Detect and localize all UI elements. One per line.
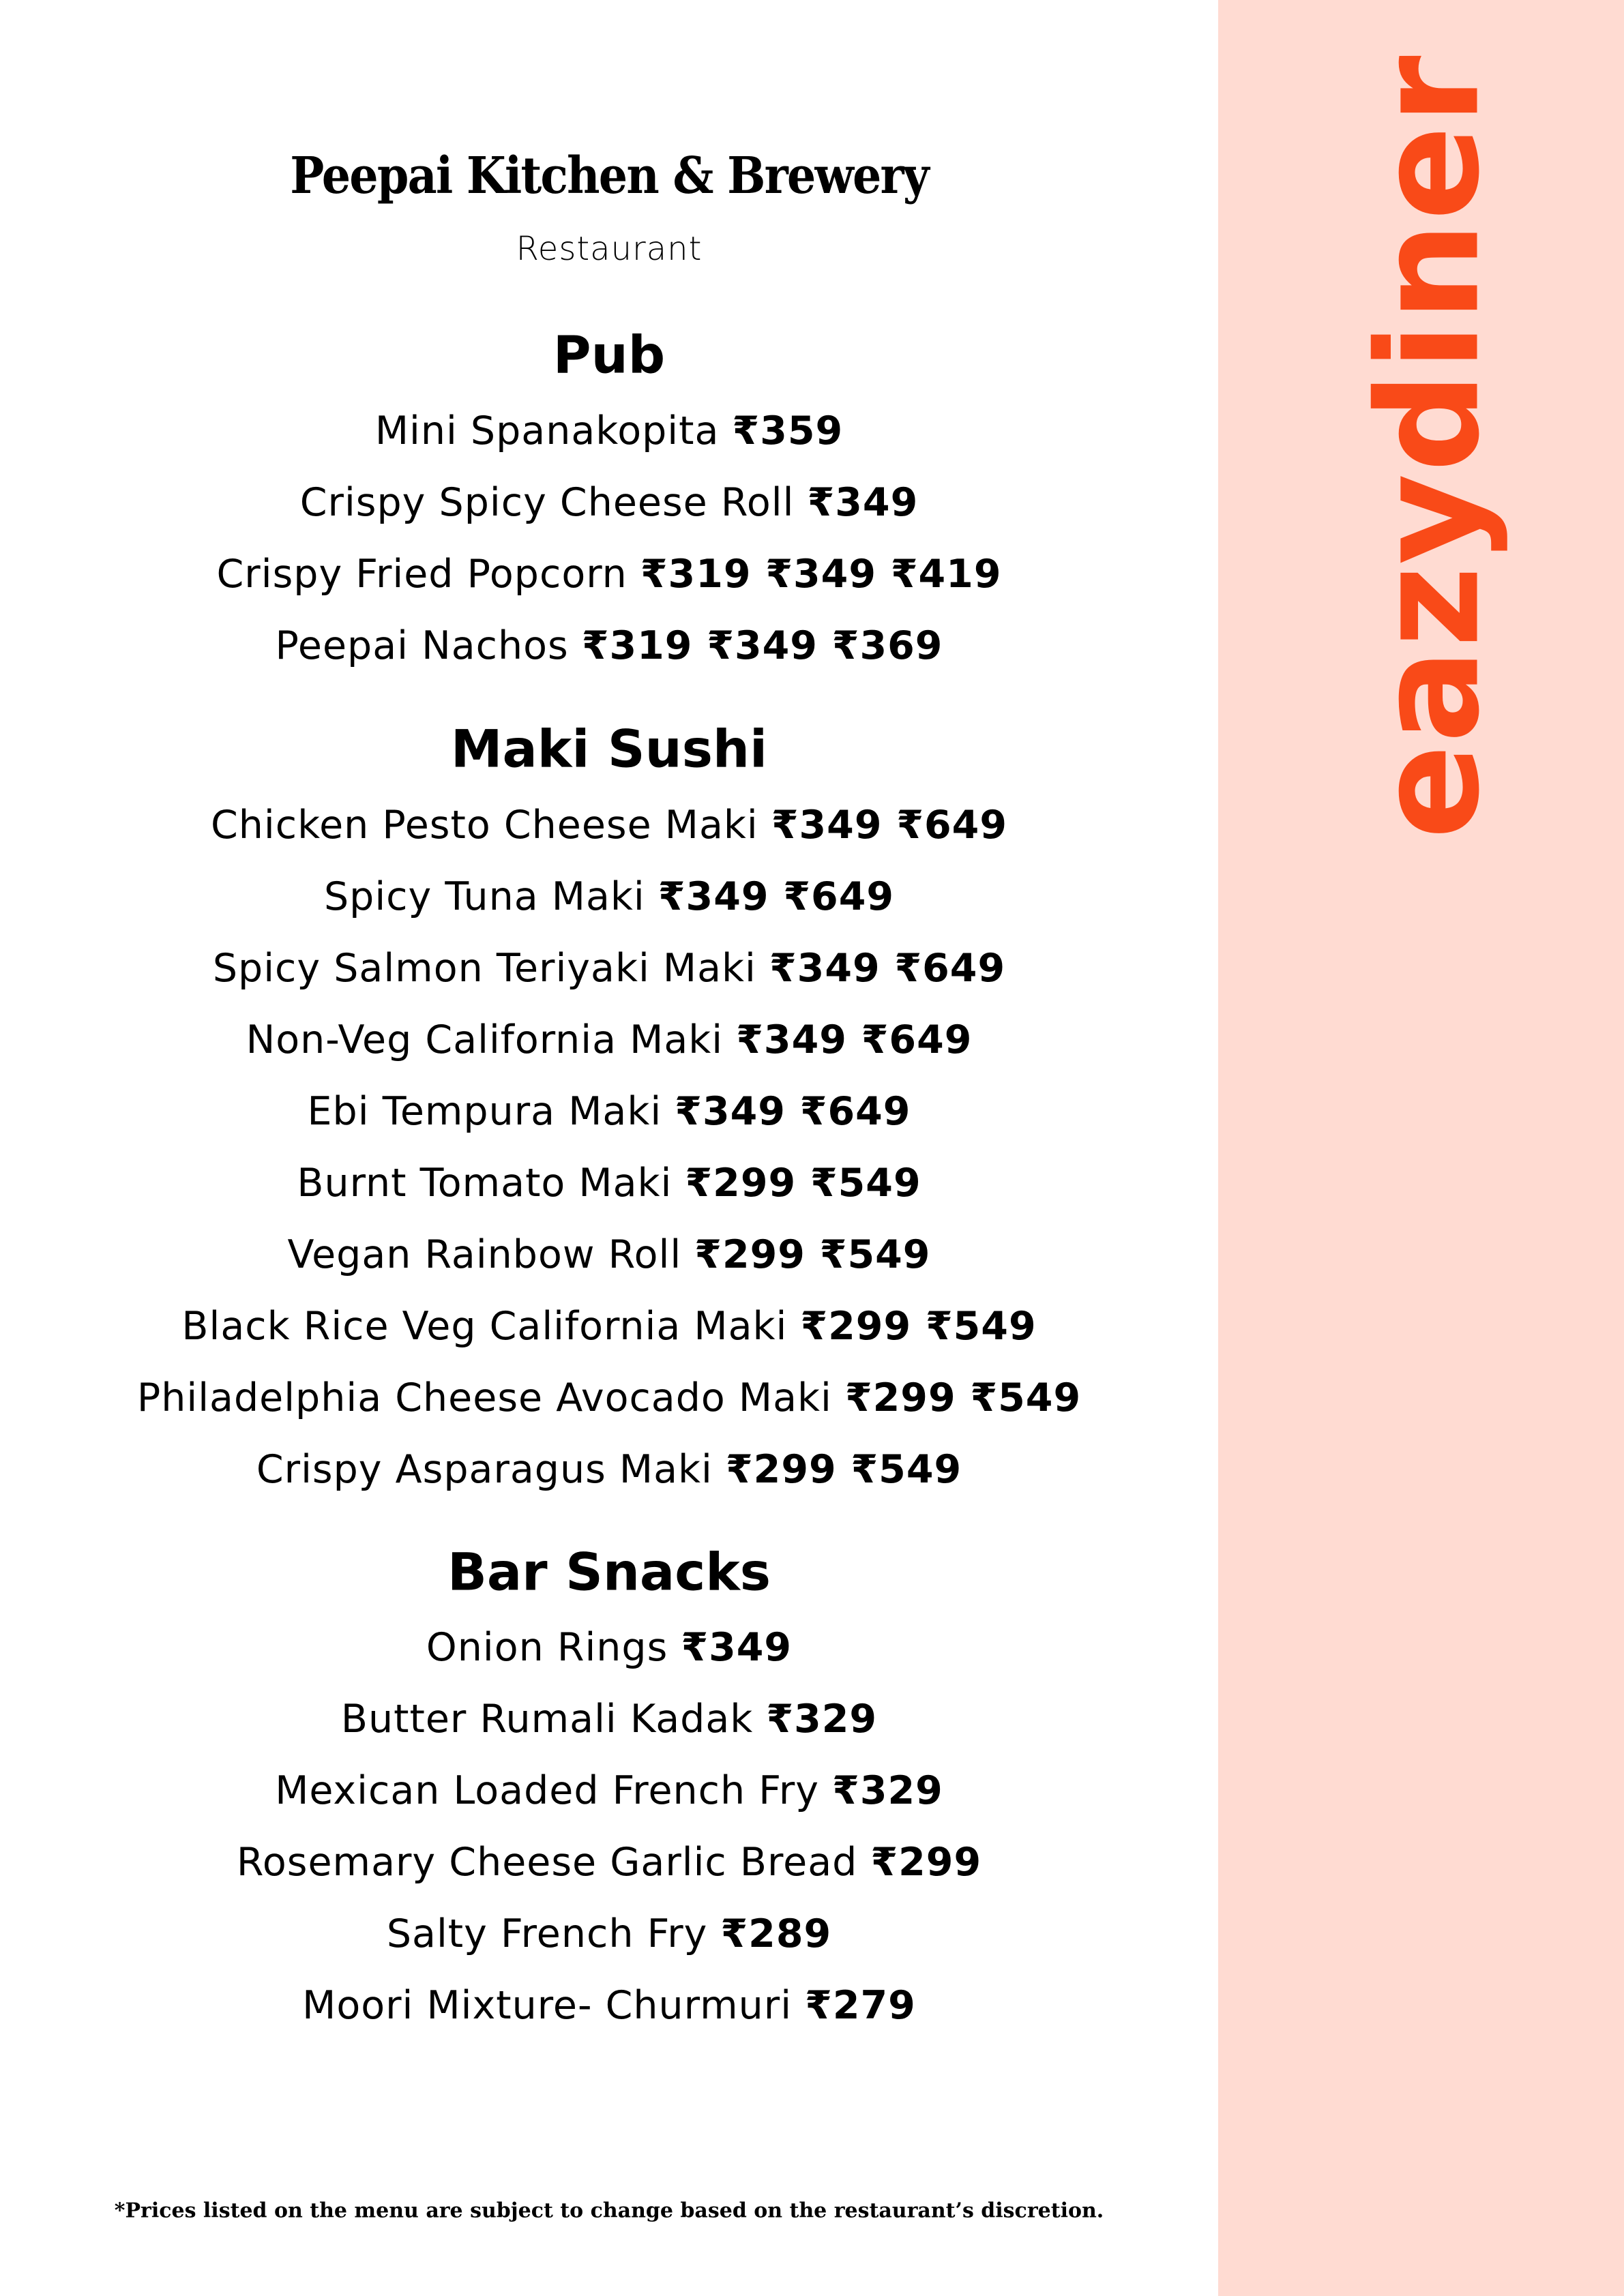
item-name: Chicken Pesto Cheese Maki <box>210 803 758 848</box>
item-name: Non-Veg California Maki <box>246 1017 724 1062</box>
item-name: Butter Rumali Kadak <box>340 1697 754 1742</box>
eazydiner-logo: eazydiner <box>1348 54 1511 839</box>
item-name: Burnt Tomato Maki <box>297 1161 673 1206</box>
item-name: Peepai Nachos <box>275 623 569 668</box>
item-price: ₹349 ₹649 <box>736 1017 973 1062</box>
item-name: Moori Mixture- Churmuri <box>302 1983 793 2028</box>
section-title-maki-sushi: Maki Sushi <box>450 718 768 779</box>
menu-item <box>0 1161 1218 1206</box>
item-name: Onion Rings <box>426 1625 668 1670</box>
item-price: ₹299 ₹549 <box>800 1304 1037 1349</box>
item-price: ₹329 <box>766 1697 878 1742</box>
menu-item <box>0 1983 1218 2028</box>
item-name: Crispy Spicy Cheese Roll <box>299 480 795 525</box>
item-price: ₹359 <box>732 408 844 453</box>
item-name: Black Rice Veg California Maki <box>181 1304 788 1349</box>
menu-item <box>0 803 1218 848</box>
item-name: Salty French Fry <box>386 1911 708 1956</box>
menu-item <box>0 1375 1218 1420</box>
item-price: ₹289 <box>720 1911 832 1956</box>
item-price: ₹299 <box>870 1840 982 1885</box>
menu-item <box>0 1768 1218 1813</box>
menu-item <box>0 1304 1218 1349</box>
restaurant-type: Restaurant <box>516 230 703 268</box>
item-price: ₹319 ₹349 ₹419 <box>640 552 1002 597</box>
menu-item <box>0 874 1218 919</box>
price-disclaimer: *Prices listed on the menu are subject to change based on the restaurant’s discretion. <box>114 2198 1104 2223</box>
item-price: ₹329 <box>832 1768 943 1813</box>
item-name: Mini Spanakopita <box>374 408 720 453</box>
item-price: ₹349 ₹649 <box>675 1089 911 1134</box>
item-name: Mexican Loaded French Fry <box>275 1768 820 1813</box>
menu-item <box>0 946 1218 991</box>
menu-item <box>0 1232 1218 1277</box>
item-name: Vegan Rainbow Roll <box>287 1232 682 1277</box>
item-price: ₹319 ₹349 ₹369 <box>581 623 943 668</box>
item-price: ₹349 <box>807 480 919 525</box>
item-price: ₹349 ₹649 <box>771 803 1007 848</box>
menu-item <box>0 480 1218 525</box>
item-price: ₹349 <box>681 1625 793 1670</box>
menu-item <box>0 1911 1218 1956</box>
menu-item <box>0 623 1218 668</box>
menu-item <box>0 1840 1218 1885</box>
item-price: ₹349 ₹649 <box>769 946 1006 991</box>
menu-item <box>0 1017 1218 1062</box>
item-price: ₹299 ₹549 <box>844 1375 1082 1420</box>
item-name: Spicy Salmon Teriyaki Maki <box>212 946 756 991</box>
item-name: Crispy Asparagus Maki <box>256 1447 713 1492</box>
menu-item <box>0 552 1218 597</box>
item-price: ₹299 ₹549 <box>694 1232 931 1277</box>
menu-item <box>0 1625 1218 1670</box>
section-title-bar-snacks: Bar Snacks <box>447 1541 771 1602</box>
item-price: ₹299 ₹549 <box>685 1161 921 1206</box>
item-name: Crispy Fried Popcorn <box>216 552 628 597</box>
menu-item <box>0 1447 1218 1492</box>
section-title-pub: Pub <box>552 324 666 385</box>
item-price: ₹349 ₹649 <box>658 874 895 919</box>
item-price: ₹279 <box>805 1983 916 2028</box>
menu-item <box>0 1697 1218 1742</box>
item-name: Philadelphia Cheese Avocado Maki <box>136 1375 832 1420</box>
menu-item <box>0 1089 1218 1134</box>
item-name: Spicy Tuna Maki <box>323 874 645 919</box>
restaurant-title: Peepai Kitchen & Brewery <box>290 147 928 205</box>
item-name: Rosemary Cheese Garlic Bread <box>236 1840 858 1885</box>
menu-item <box>0 408 1218 453</box>
item-name: Ebi Tempura Maki <box>307 1089 662 1134</box>
item-price: ₹299 ₹549 <box>726 1447 962 1492</box>
